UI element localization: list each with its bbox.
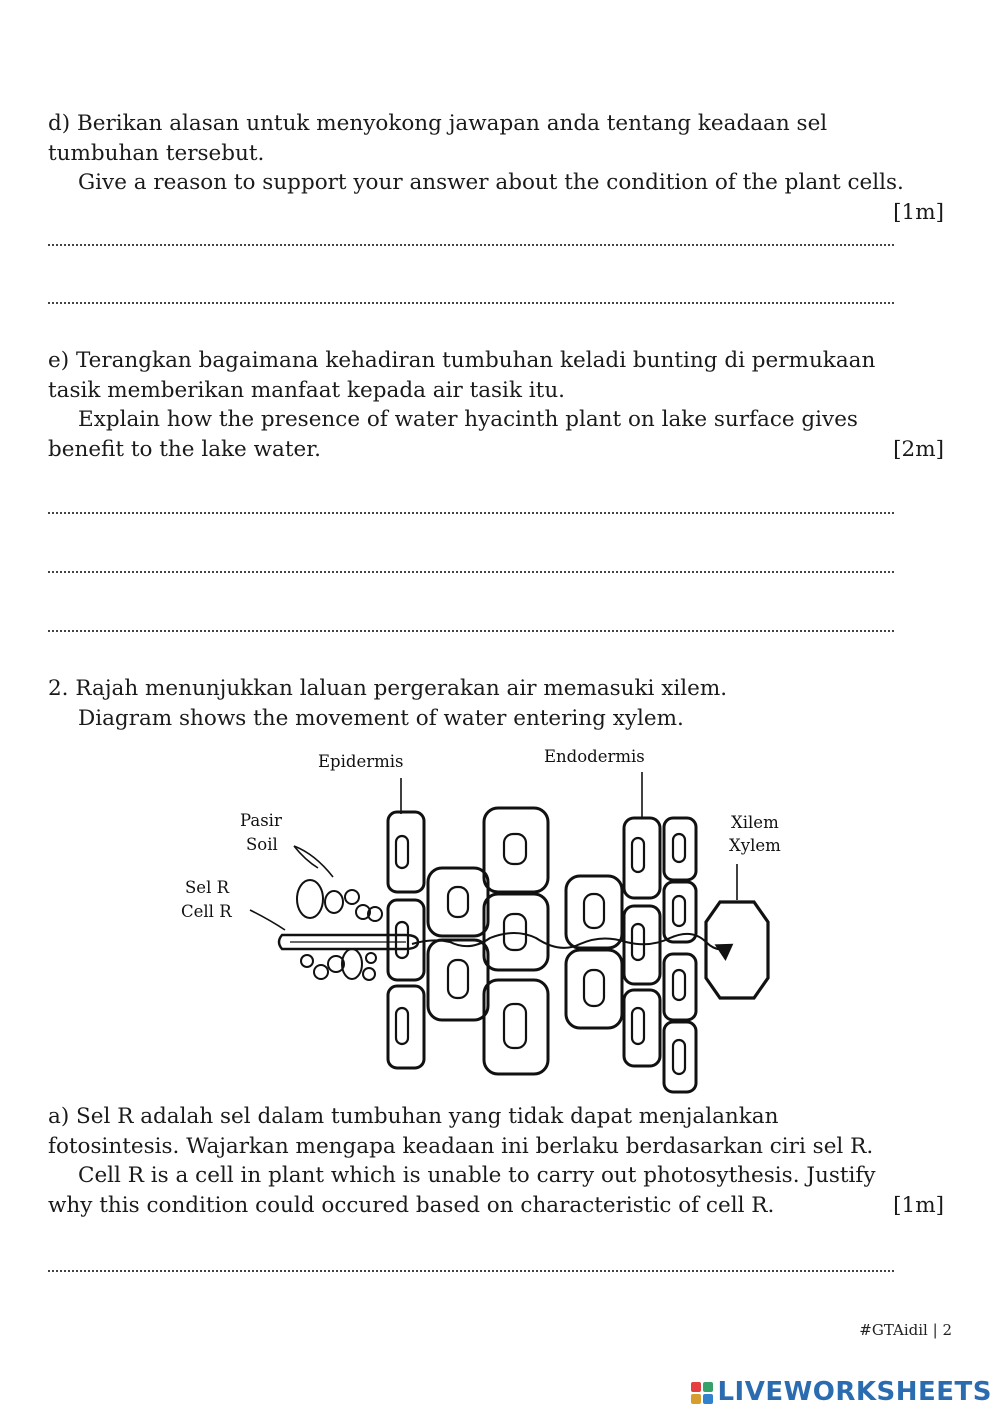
question-1d — [48, 109, 944, 227]
logo-text: LIVEWORKSHEETS — [717, 1377, 992, 1408]
label-sel-r: Sel R — [185, 878, 230, 897]
label-epidermis: Epidermis — [318, 752, 404, 771]
label-cell-r: Cell R — [181, 902, 232, 921]
q1e-text-en-1: Explain how the presence of water hyacinth plant on lake surface gives — [78, 407, 858, 432]
q2-text-en: Diagram shows the movement of water entering xylem. — [78, 705, 684, 731]
root-cross-section-diagram — [170, 742, 810, 1097]
logo-icon — [691, 1382, 713, 1404]
answer-line-1e-1[interactable] — [48, 512, 894, 514]
label-xilem: Xilem — [731, 813, 779, 832]
answer-line-2a-1[interactable] — [48, 1270, 894, 1272]
label-xylem: Xylem — [729, 836, 781, 855]
cortex-cells-2 — [484, 808, 548, 1074]
q2a-text-ms-1: a) Sel R adalah sel dalam tumbuhan yang tidak dapat menjalankan — [48, 1104, 779, 1129]
answer-line-1e-3[interactable] — [48, 630, 894, 632]
label-endodermis: Endodermis — [544, 747, 645, 766]
pericycle-cells — [664, 818, 696, 1092]
q2a-text-ms-2: fotosintesis. Wajarkan mengapa keadaan ini berlaku berdasarkan ciri sel R. — [48, 1133, 874, 1159]
q1e-text-ms-2: tasik memberikan manfaat kepada air tasik itu. — [48, 377, 565, 403]
question-1e — [48, 346, 944, 464]
cortex-cells-3 — [566, 876, 622, 1028]
xylem-vessel — [706, 902, 768, 998]
liveworksheets-logo[interactable] — [691, 1378, 992, 1408]
label-pasir: Pasir — [240, 811, 282, 830]
page-footer: #GTAidil | 2 — [859, 1321, 952, 1339]
label-soil: Soil — [246, 835, 278, 854]
q1d-text-en: Give a reason to support your answer about the condition of the plant cells. — [78, 170, 904, 195]
q1e-text-ms-1: e) Terangkan bagaimana kehadiran tumbuhan keladi bunting di permukaan — [48, 348, 876, 373]
answer-line-1e-2[interactable] — [48, 571, 894, 573]
q2a-marks: [1m] — [893, 1192, 944, 1218]
soil-particles — [297, 880, 382, 980]
question-2 — [48, 674, 944, 733]
q1d-text-ms-2: tumbuhan tersebut. — [48, 140, 265, 166]
q1d-text-ms-1: d) Berikan alasan untuk menyokong jawapan anda tentang keadaan sel — [48, 111, 828, 136]
q1e-text-en-2: benefit to the lake water. — [48, 436, 321, 462]
answer-line-1d-2[interactable] — [48, 302, 894, 304]
q2a-text-en-1: Cell R is a cell in plant which is unable to carry out photosythesis. Justify — [78, 1163, 876, 1188]
q1e-marks: [2m] — [893, 436, 944, 462]
q1d-marks: [1m] — [893, 199, 944, 225]
q2-text-ms: 2. Rajah menunjukkan laluan pergerakan air memasuki xilem. — [48, 676, 728, 701]
cell-r-root-hair — [279, 935, 418, 949]
q2a-text-en-2: why this condition could occured based on characteristic of cell R. — [48, 1192, 775, 1218]
question-2a — [48, 1102, 944, 1220]
answer-line-1d-1[interactable] — [48, 244, 894, 246]
